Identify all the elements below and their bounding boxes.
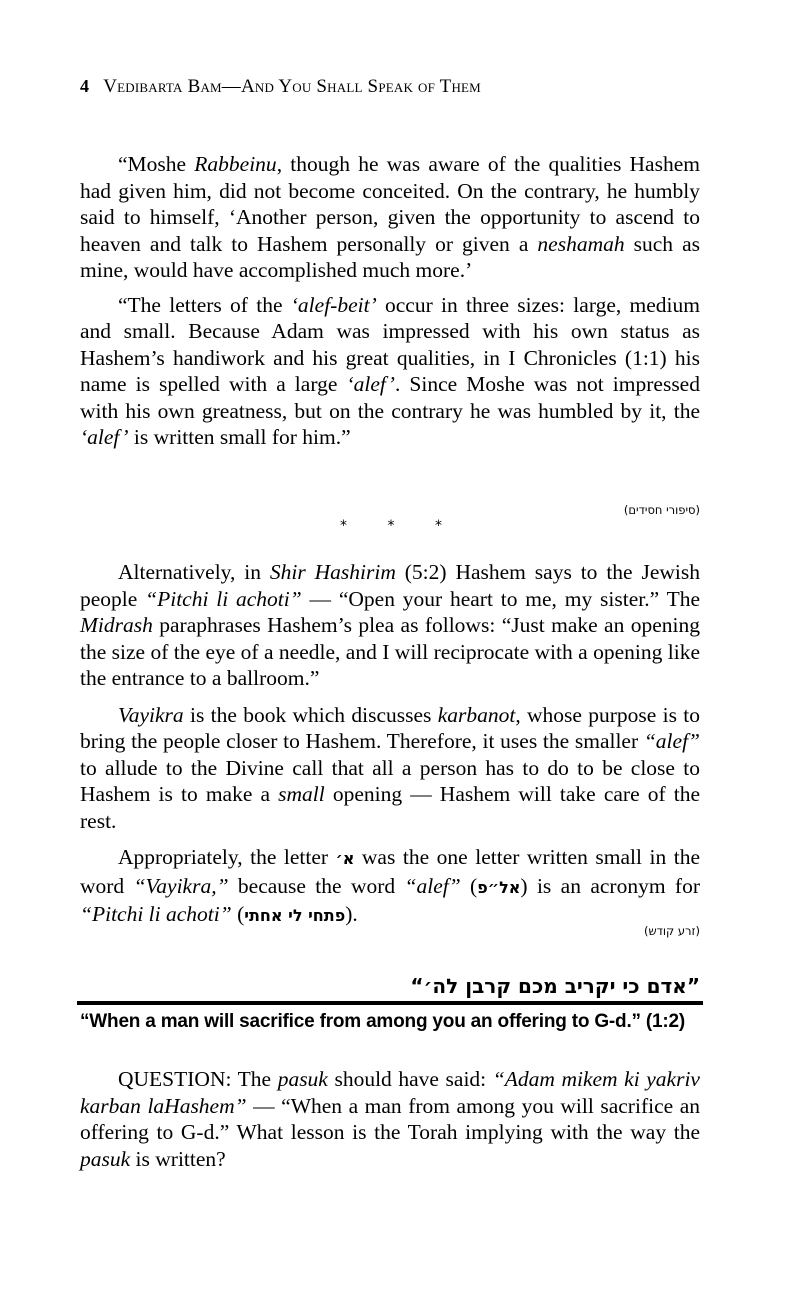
question-block xyxy=(80,1066,700,1172)
source-citation: (סיפורי חסידים) xyxy=(623,503,700,517)
paragraph: “Moshe Rabbeinu, though he was aware of the qualities Hashem had given him, did not become conceited. On the contrary, he humbly said to himself, ‘Another person, given the opportunity to ascend to heaven and talk to Hashem personally or given a neshamah such as mine, would have accomplished much more.’ xyxy=(80,152,700,282)
english-verse-heading: “When a man will sacrifice from among you an offering to G-d.” (1:2) xyxy=(80,1011,686,1032)
running-head xyxy=(80,76,481,98)
heading-rule xyxy=(77,1001,703,1005)
paragraph: “The letters of the ‘alef-beit’ occur in three sizes: large, medium and small. Because Adam was impressed with his own status as Hashem’s handiwork and his great qualities, in I Chronicles (1:1) his name is spelled with a large ‘alef’. Since Moshe was not impressed with his own greatness, but on the contrary he was humbled by it, the ‘alef’ is written small for him.” xyxy=(80,292,700,449)
paragraph: Alternatively, in Shir Hashirim (5:2) Hashem says to the Jewish people “Pitchi li achoti” — “Open your heart to me, my sister.” The Midrash paraphrases Hashem’s plea as follows: “Just make an opening the size of the eye of a needle, and I will reciprocate with a opening like the entrance to a ballroom.” xyxy=(80,560,701,690)
book-title: Vedibarta Bam—And You Shall Speak of Them xyxy=(103,76,481,97)
section-separator: * * * xyxy=(340,518,460,534)
paragraph: QUESTION: The pasuk should have said: “Adam mikem ki yakriv karban laHashem” — “When a man from among you will sacrifice an offering to G-d.” What lesson is the Torah implying with the way the pasuk is written? xyxy=(80,1067,700,1171)
source-citation: (זרע קודש) xyxy=(643,924,700,938)
paragraph: Vayikra is the book which discusses karbanot, whose purpose is to bring the people closer to Hashem. Therefore, it uses the smaller “alef” to allude to the Divine call that all a person has to do to be close to Hashem is to make a small opening — Hashem will take care of the rest. xyxy=(80,702,700,833)
hebrew-verse-heading: ”אדם כי יקריב מכם קרבן לה׳“ xyxy=(410,974,700,998)
page-number: 4 xyxy=(80,76,90,96)
paragraph: Appropriately, the letter א׳ was the one letter written small in the word “Vayikra,” because the word “alef” (אל״פ) is an acronym for “Pitchi li achoti” (פתחי לי אחתי). xyxy=(80,845,700,926)
alternative-explanation-block xyxy=(80,559,700,930)
moshe-quote-block xyxy=(80,151,700,451)
